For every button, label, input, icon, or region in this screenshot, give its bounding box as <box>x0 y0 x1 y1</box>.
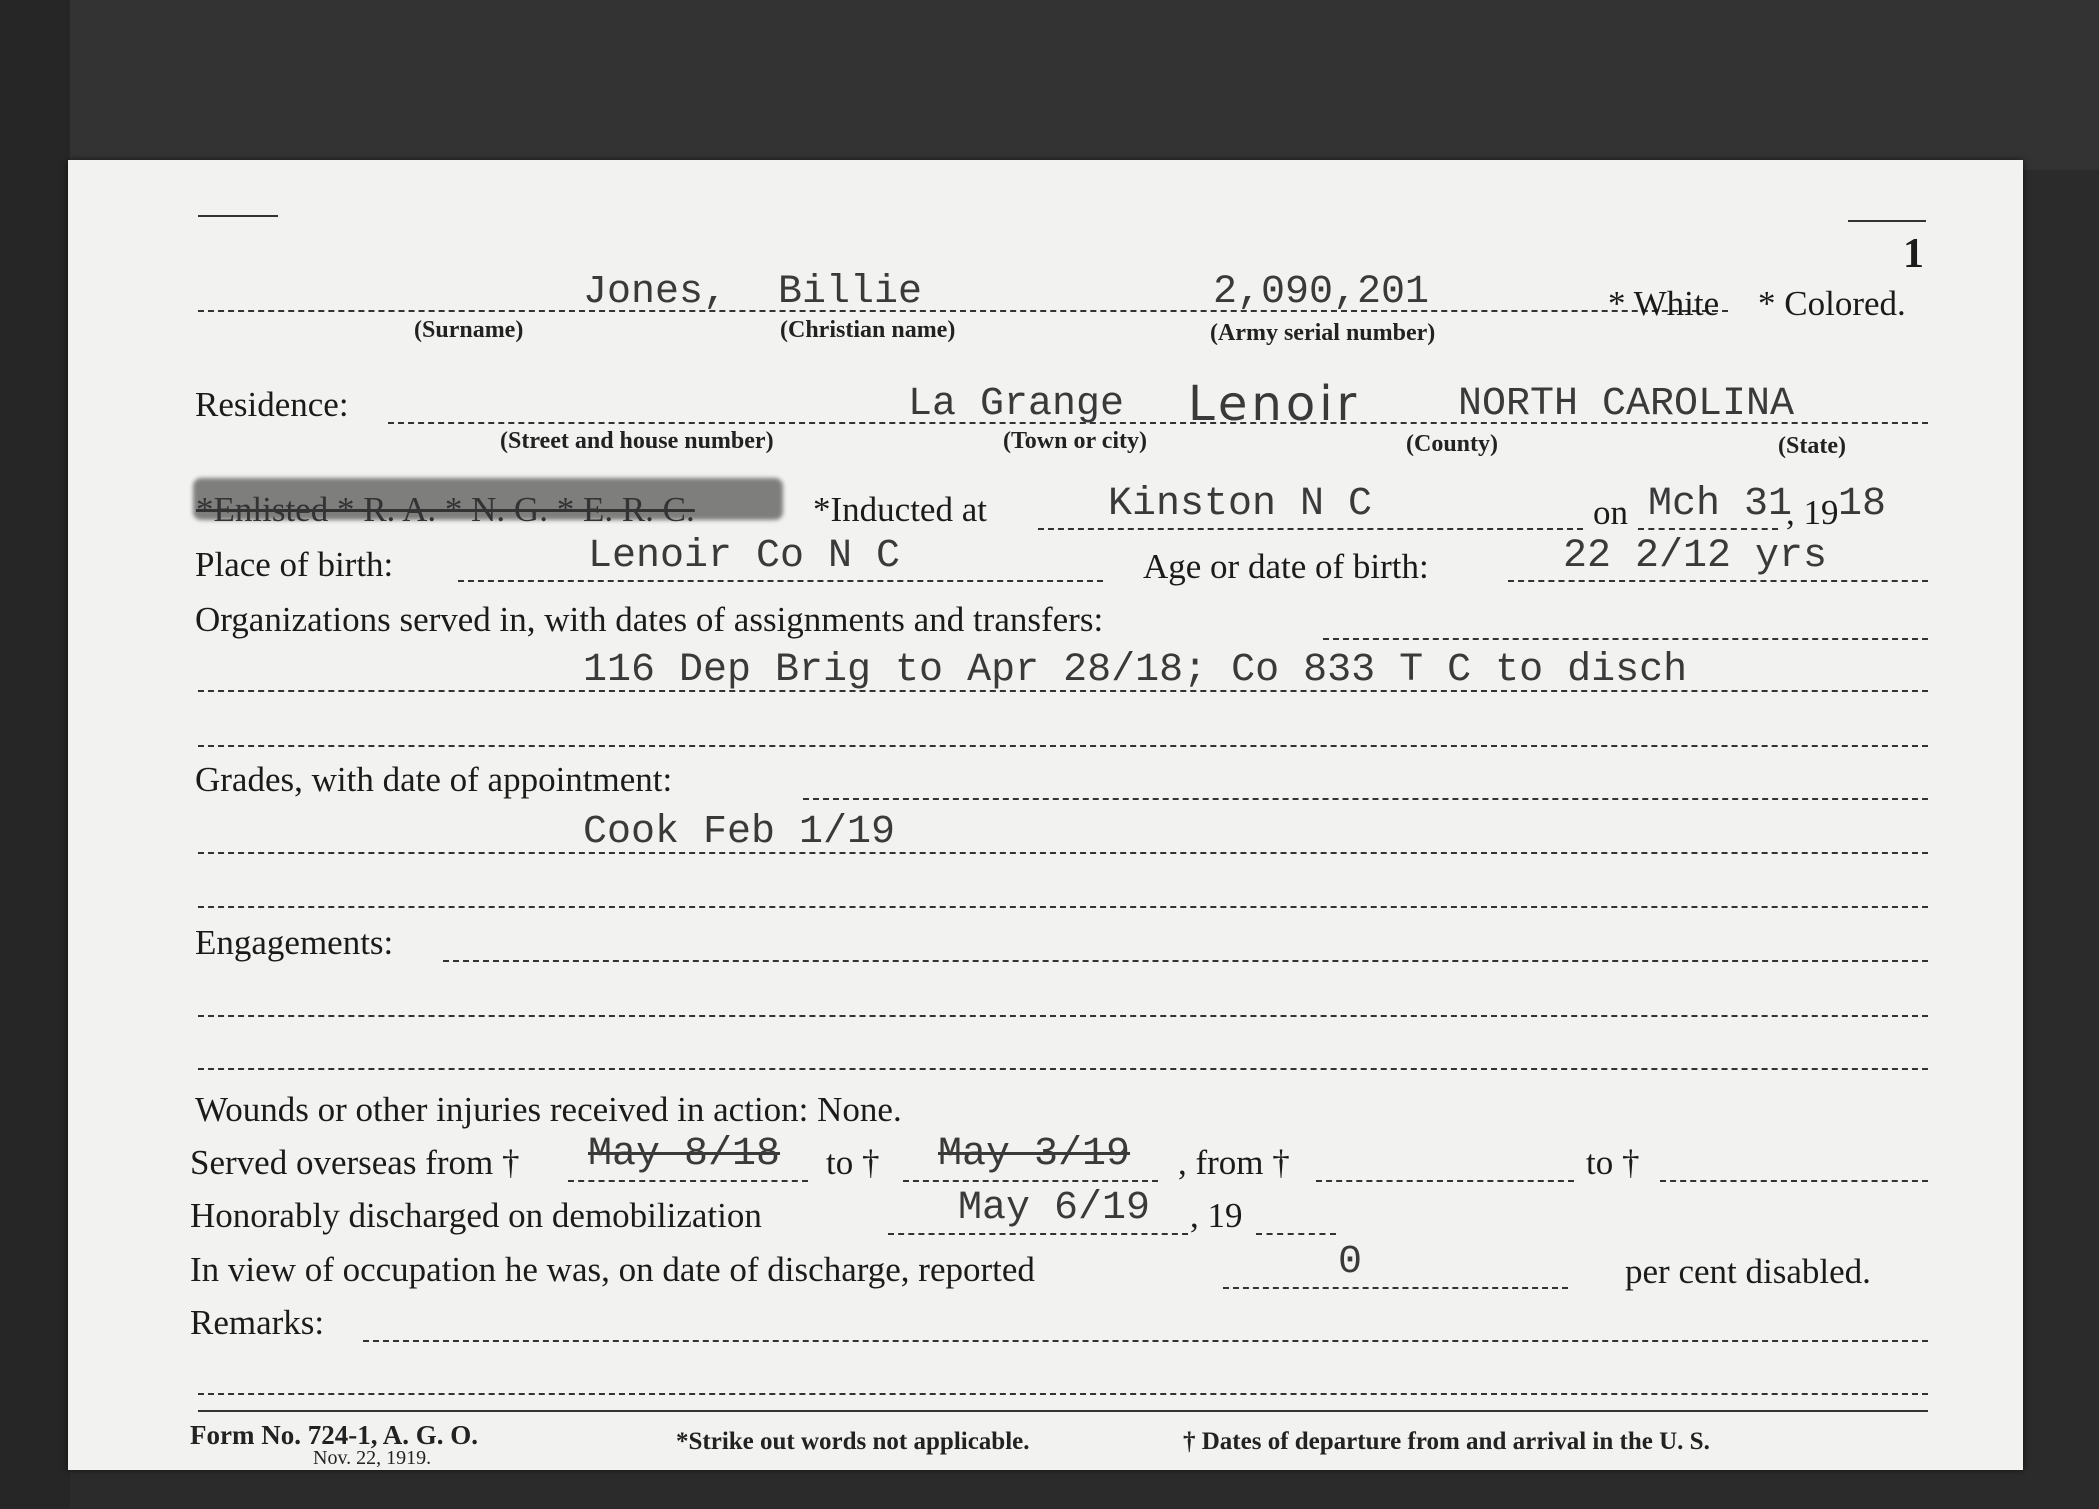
engagements-line-3 <box>198 1068 1928 1070</box>
residence-label: Residence: <box>195 385 349 424</box>
overseas-from-date: May 8/18 <box>588 1132 781 1177</box>
overseas-from2-label: , from † <box>1178 1143 1290 1182</box>
serial-number-value: 2,090,201 <box>1213 270 1430 315</box>
grades-value: Cook Feb 1/19 <box>583 810 896 855</box>
overseas-from2-line <box>1316 1180 1574 1182</box>
disability-suffix: per cent disabled. <box>1625 1252 1871 1291</box>
grades-line-1 <box>803 798 1928 800</box>
discharge-year-label: , 19 <box>1190 1196 1243 1235</box>
disability-label: In view of occupation he was, on date of discharge, reported <box>190 1250 1035 1289</box>
inducted-label: *Inducted at <box>813 490 987 529</box>
age-value: 22 2/12 yrs <box>1563 534 1828 579</box>
overseas-label: Served overseas from † <box>190 1143 520 1182</box>
age-line <box>1508 580 1928 582</box>
wounds-label: Wounds or other injuries received in action: None. <box>195 1090 902 1129</box>
place-of-birth-label: Place of birth: <box>195 545 394 584</box>
discharge-date: May 6/19 <box>958 1186 1151 1231</box>
colored-option: * Colored. <box>1758 284 1906 323</box>
footer-rule <box>198 1410 1928 1412</box>
enlisted-struck-text: *Enlisted * R. A. * N. G. * E. R. C. <box>196 490 695 529</box>
induction-year-suffix: 18 <box>1838 482 1887 527</box>
remarks-label: Remarks: <box>190 1303 325 1342</box>
disability-value: 0 <box>1338 1240 1363 1285</box>
induction-year-prefix: , 19 <box>1786 493 1839 532</box>
organizations-line-3 <box>198 745 1928 747</box>
overseas-to-date: May 3/19 <box>938 1132 1131 1177</box>
grades-label: Grades, with date of appointment: <box>195 760 673 799</box>
overseas-to-line <box>903 1180 1158 1182</box>
grades-line-3 <box>198 906 1928 908</box>
serial-caption: (Army serial number) <box>1210 320 1436 346</box>
street-caption: (Street and house number) <box>500 428 774 454</box>
residence-state: NORTH CAROLINA <box>1458 382 1795 427</box>
engagements-line-2 <box>198 1015 1928 1017</box>
state-caption: (State) <box>1778 433 1846 459</box>
disability-line <box>1223 1287 1568 1289</box>
card-number: 1 <box>1903 231 1924 277</box>
organizations-line-1 <box>1323 638 1928 640</box>
christian-caption: (Christian name) <box>780 317 956 343</box>
departure-arrival-note: † Dates of departure from and arrival in the U. S. <box>1183 1428 1710 1455</box>
surname-caption: (Surname) <box>414 317 524 343</box>
remarks-line-2 <box>198 1393 1928 1395</box>
residence-county: Lenoir <box>1188 376 1361 432</box>
inducted-line <box>1038 528 1583 530</box>
overseas-to2-label: to † <box>1586 1143 1640 1182</box>
place-of-birth-line <box>458 580 1103 582</box>
inducted-place: Kinston N C <box>1108 482 1373 527</box>
town-caption: (Town or city) <box>1003 428 1147 454</box>
form-date: Nov. 22, 1919. <box>313 1447 432 1469</box>
white-option: * White <box>1608 284 1720 323</box>
discharge-label: Honorably discharged on demobilization <box>190 1196 762 1235</box>
county-caption: (County) <box>1406 431 1499 457</box>
place-of-birth-value: Lenoir Co N C <box>588 534 901 579</box>
discharge-line <box>888 1233 1188 1235</box>
strike-out-note: *Strike out words not applicable. <box>676 1428 1030 1455</box>
induction-date: Mch 31 <box>1648 482 1793 527</box>
overseas-to-label: to † <box>826 1143 880 1182</box>
grades-line-2 <box>198 852 1928 854</box>
top-left-rule <box>198 215 278 217</box>
age-label: Age or date of birth: <box>1143 547 1429 586</box>
on-label: on <box>1593 493 1628 532</box>
induction-date-line <box>1638 528 1778 530</box>
service-record-card <box>68 160 2023 1470</box>
remarks-line-1 <box>363 1340 1928 1342</box>
engagements-line-1 <box>443 960 1928 962</box>
form-number: Form No. 724-1, A. G. O. <box>190 1420 478 1450</box>
organizations-value: 116 Dep Brig to Apr 28/18; Co 833 T C to disch <box>583 648 1688 693</box>
dark-background-left <box>0 0 70 1509</box>
top-right-rule <box>1848 220 1926 222</box>
overseas-from-line <box>568 1180 808 1182</box>
name-line <box>198 310 1728 312</box>
christian-name-value: Billie <box>778 270 923 315</box>
surname-value: Jones, <box>583 270 728 315</box>
organizations-label: Organizations served in, with dates of assignments and transfers: <box>195 600 1104 639</box>
discharge-year-line <box>1256 1233 1336 1235</box>
engagements-label: Engagements: <box>195 923 394 962</box>
dark-background-top <box>0 0 2099 170</box>
overseas-to2-line <box>1660 1180 1928 1182</box>
residence-town: La Grange <box>908 382 1125 427</box>
